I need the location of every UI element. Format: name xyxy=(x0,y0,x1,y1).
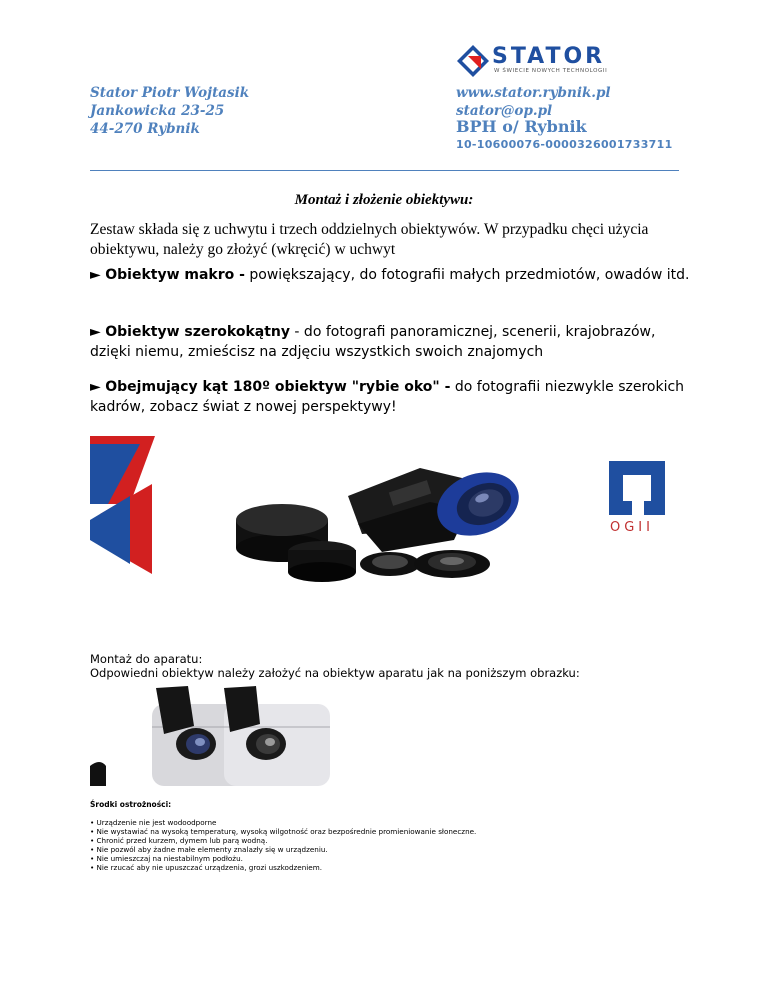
bullet-marker: ► xyxy=(90,267,101,283)
company-street: Jankowicka 23-25 xyxy=(90,103,225,119)
list-item: • Nie wystawiać na wysoką temperaturę, wysoką wilgotność oraz bezpośrednie promieniowanie słoneczne. xyxy=(90,827,477,836)
email-link[interactable]: stator@op.pl xyxy=(456,103,553,119)
bullet-label: Obiektyw szerokokątny xyxy=(105,324,290,340)
company-info xyxy=(90,84,249,138)
lens-kit-image xyxy=(90,424,678,640)
list-item: • Nie rzucać aby nie upuszczać urządzenia, grozi uszkodzeniem. xyxy=(90,863,322,872)
bullet-marker: ► xyxy=(90,324,101,340)
list-item: • Nie pozwól aby żadne małe elementy znalazły się w urządzeniu. xyxy=(90,845,328,854)
website-link[interactable]: www.stator.rybnik.pl xyxy=(456,85,611,101)
list-item: • Nie umieszczaj na niestabilnym podłożu. xyxy=(90,854,243,863)
bullet-macro xyxy=(90,265,690,285)
bullet-text: - do fotografi panoramicznej, scenerii, krajobrazów, dzięki niemu, zmieścisz na zdjęciu wszystkich swoich znajomych xyxy=(90,324,656,360)
bullet-wide-angle xyxy=(90,322,690,362)
list-item: • Chronić przed kurzem, dymem lub parą wodną. xyxy=(90,836,268,845)
logo-tagline: W ŚWIECIE NOWYCH TECHNOLOGII xyxy=(494,68,608,74)
phone-mount-image xyxy=(90,686,330,786)
stator-logo xyxy=(456,44,616,78)
company-city: 44-270 Rybnik xyxy=(90,121,200,137)
bullet-label: Obiektyw makro - xyxy=(105,267,245,283)
watermark-text: OGII xyxy=(610,520,654,535)
mount-title: Montaż do aparatu: xyxy=(90,652,203,666)
mount-instructions xyxy=(90,652,580,680)
stator-logo-icon xyxy=(456,44,490,78)
bullet-fisheye xyxy=(90,377,690,417)
safety-title: Środki ostrożności: xyxy=(90,800,172,809)
intro-paragraph: Zestaw składa się z uchwytu i trzech oddzielnych obiektywów. W przypadku chęci użycia obiektywu, należy go złożyć (wkręcić) w uchwyt xyxy=(90,221,649,258)
page-title: Montaż i złożenie obiektywu: xyxy=(294,192,474,208)
bank-account: 10-10600076-0000326001733711 xyxy=(456,138,673,151)
header-divider xyxy=(90,170,679,171)
company-name: Stator Piotr Wojtasik xyxy=(90,85,250,101)
bullet-label: Obejmujący kąt 180º obiektyw "rybie oko" - xyxy=(105,379,451,395)
logo-wordmark: STATOR xyxy=(492,44,606,69)
bullet-text: powiększający, do fotografii małych przedmiotów, owadów itd. xyxy=(244,267,690,283)
contact-info xyxy=(456,84,611,120)
bank-branch: BPH o/ Rybnik xyxy=(456,117,587,136)
bullet-text: do fotografii niezwykle szerokich kadrów, zobacz świat z nowej perspektywy! xyxy=(90,379,685,415)
phone-lens-photo xyxy=(90,686,330,786)
safety-list xyxy=(90,818,550,872)
mount-text: Odpowiedni obiektyw należy założyć na obiektyw aparatu jak na poniższym obrazku: xyxy=(90,666,580,680)
list-item: • Urządzenie nie jest wodoodporne xyxy=(90,818,217,827)
product-photo xyxy=(90,424,678,640)
bullet-marker: ► xyxy=(90,379,101,395)
